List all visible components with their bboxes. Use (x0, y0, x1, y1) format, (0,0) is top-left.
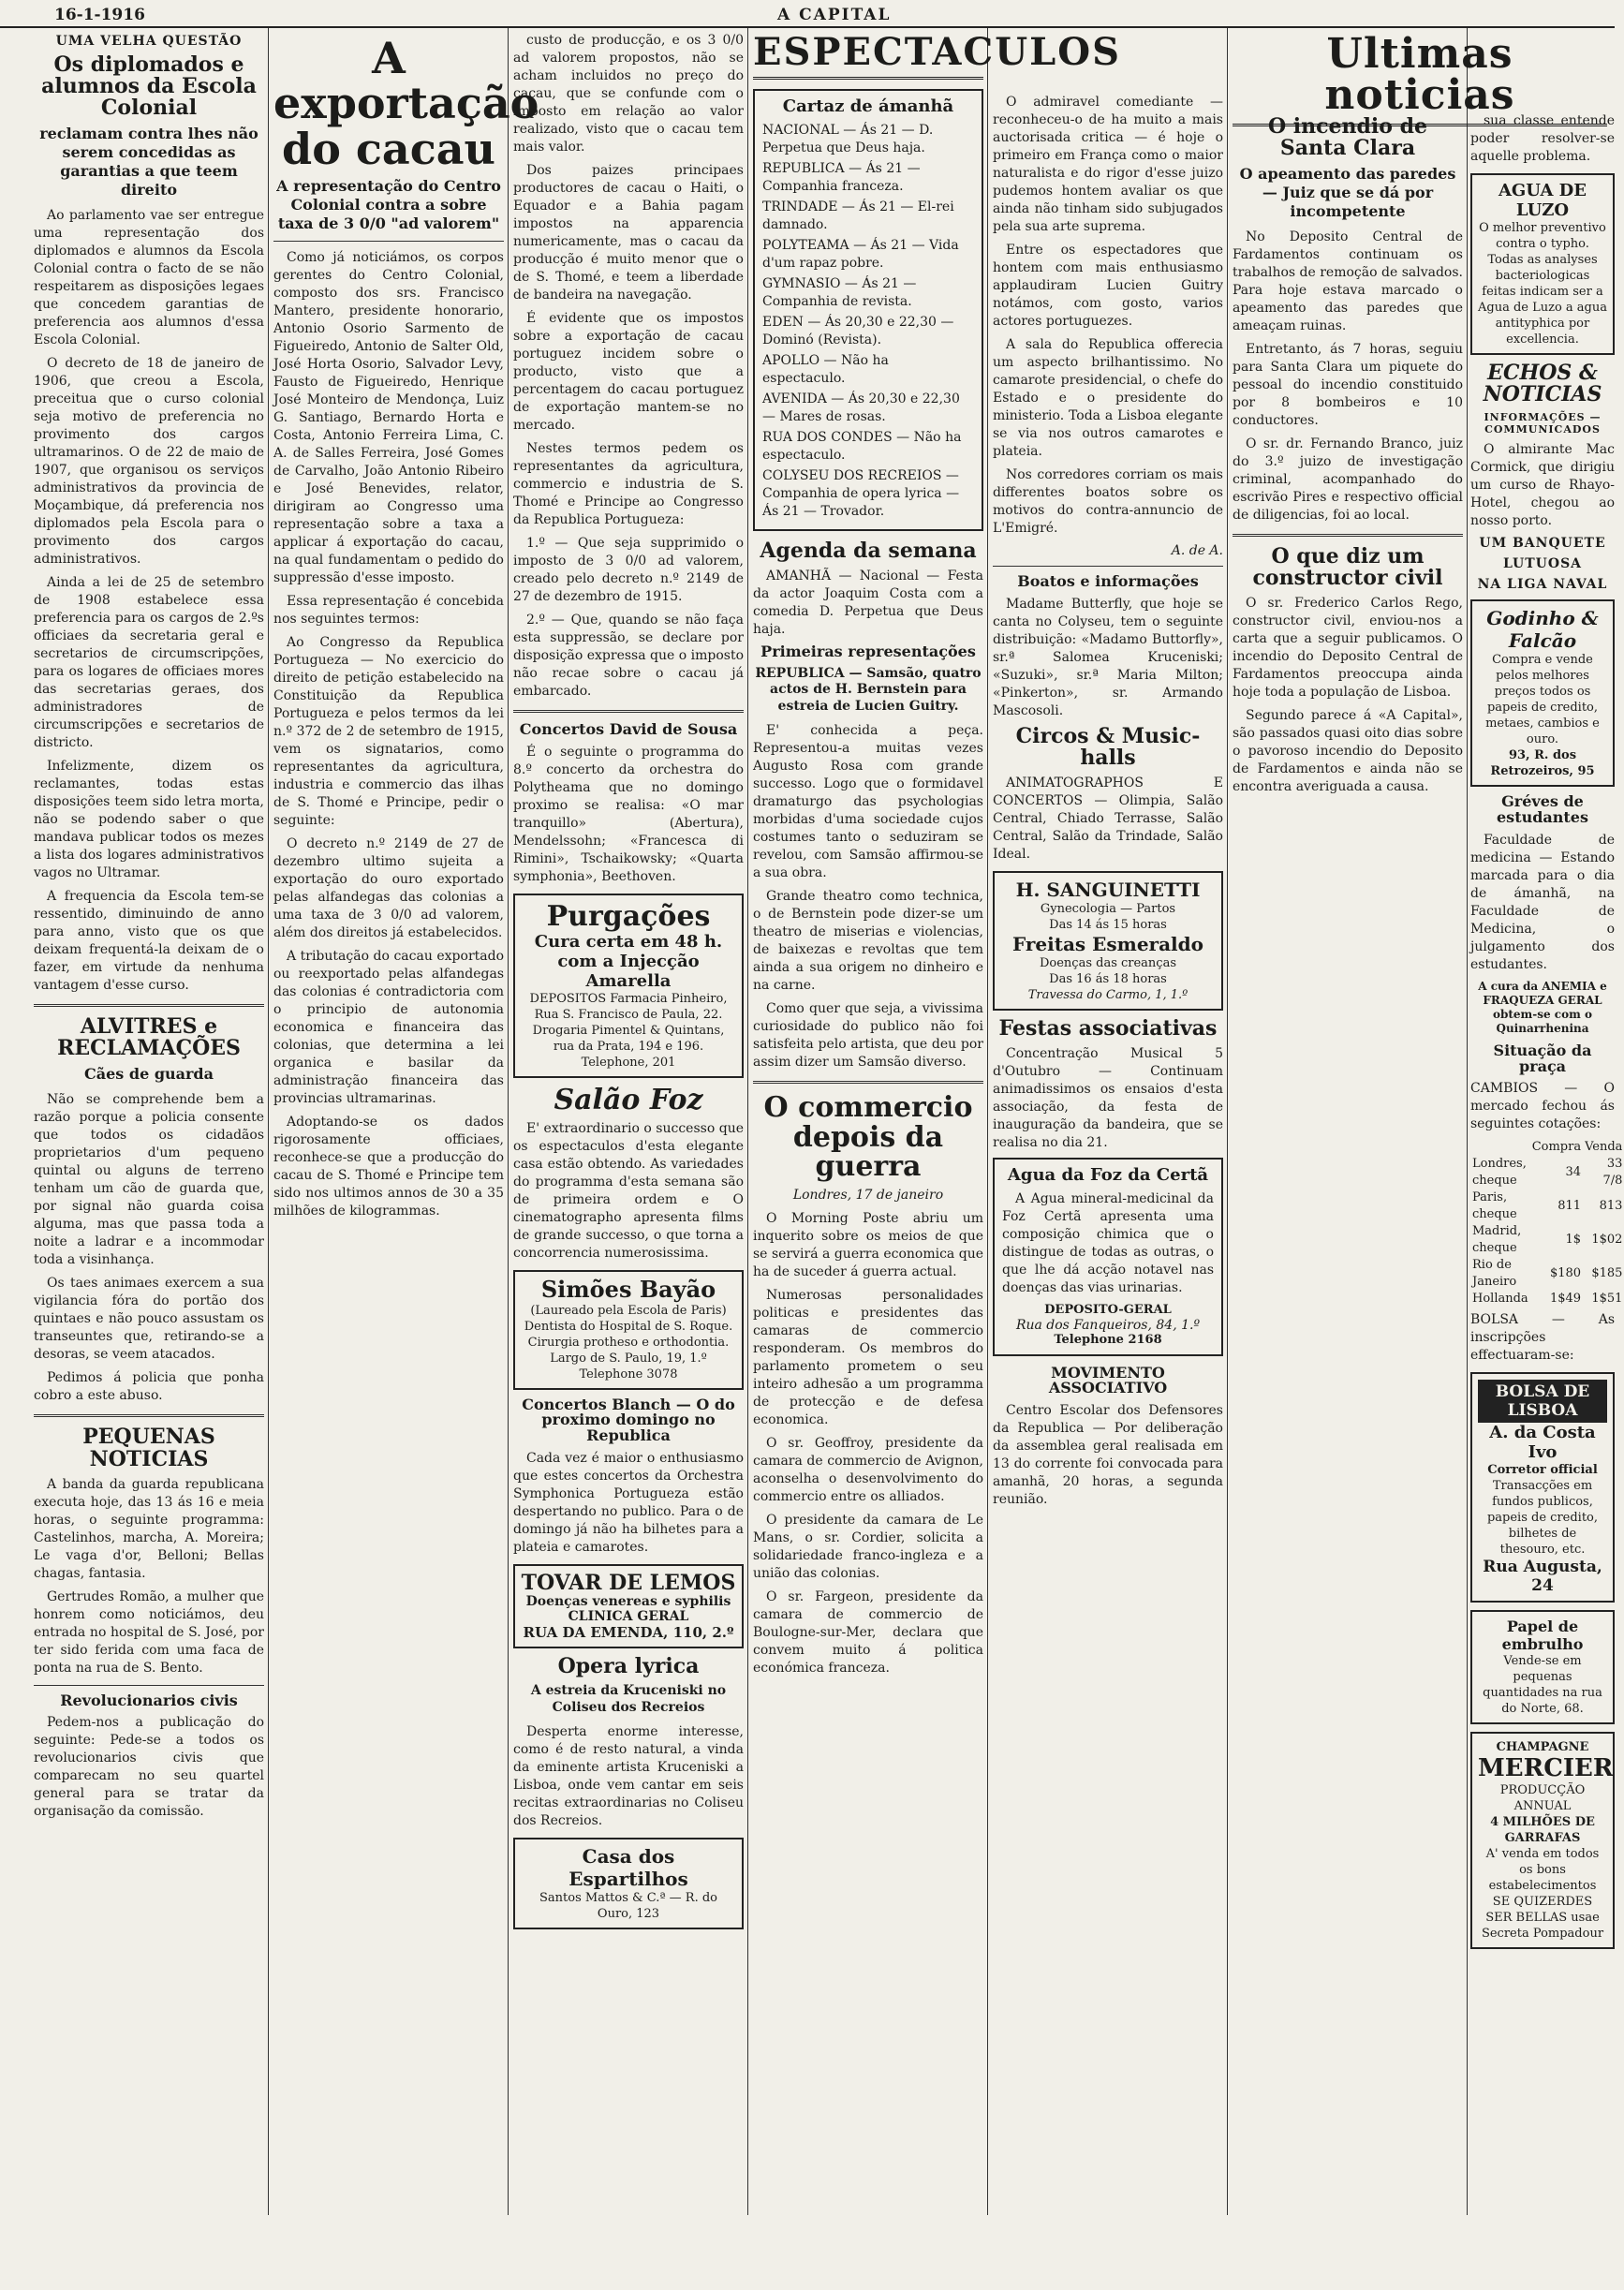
section-rule (273, 241, 504, 242)
ad-line: 93, R. dos Retrozeiros, 95 (1490, 748, 1595, 779)
section-rule (1233, 534, 1463, 537)
agua-address: Rua dos Fanqueiros, 84, 1.º (1015, 1318, 1201, 1334)
concertos-headline: Concertos David de Sousa (519, 720, 738, 738)
echos-subhead: INFORMAÇÕES — COMMUNICADOS (1484, 411, 1602, 436)
article-paragraph: A Agua mineral-medicinal da Foz Certã apresenta uma composição chimica que o distingue de todas as outras, o que lhe dá acção notavel nas doenças das vias urinarias. (1002, 1191, 1214, 1296)
ultimas-masthead: Ultimas noticias (1233, 34, 1607, 126)
bolsa-lisboa-ad (1470, 1372, 1615, 1603)
article-paragraph: Centro Escolar dos Defensores da Republica — Por deliberação da assemblea geral realisada em 13 do corrente foi convocada para amanhã, 20 horas, a segunda reunião. (993, 1403, 1223, 1508)
table-row (1470, 1257, 1624, 1291)
section-rule (513, 710, 744, 713)
ad-title: Papel de embrulho (1501, 1618, 1584, 1654)
table-header-row (1470, 1139, 1624, 1156)
article-paragraph: Ao parlamento vae ser entregue uma representação dos diplomados e alumnos da Escola Colonial contra o facto de se não respeitarem as disposições legaes que concedem garantias de preferencia aos alumnos d'essa Escola Colonial. (34, 208, 264, 348)
article-paragraph: Concentração Musical 5 d'Outubro — Continuam animadissimos os ensaios d'esta associação, da festa de inauguração da bandeira, que se realisa no dia 21. (993, 1046, 1223, 1151)
espectaculos-masthead: ESPECTACULOS (753, 34, 983, 80)
article-paragraph: O sr. dr. Fernando Branco, juiz do 3.º juizo de investigação criminal, acompanhado do escrivão Pires e respectivo official de diligencias, foi ao local. (1233, 436, 1463, 524)
article-paragraph: Essa representação é concebida nos seguintes termos: (273, 593, 504, 627)
primeiras-headline: Primeiras representações (760, 643, 976, 661)
alvitres-subhead: Cães de guarda (84, 1065, 214, 1084)
cambios-label: CAMBIOS — O mercado fechou ás seguintes cotações: (1470, 1081, 1615, 1132)
ad-title: AGUA DE LUZO (1498, 181, 1587, 220)
table-cell: Madrid, cheque (1472, 1224, 1522, 1256)
anemia-notice: A cura da ANEMIA e FRAQUEZA GERAL obtem-se com o Quinarrhenina (1478, 979, 1607, 1035)
revolucionarios-headline: Revolucionarios civis (60, 1691, 238, 1709)
article-paragraph: 1.º — Que seja supprimido o imposto de 3 0/0 ad valorem, creado pelo decreto n.º 2149 de 27 de dezembro de 1915. (513, 536, 744, 604)
article-paragraph: Numerosas personalidades politicas e presidentes das camaras de commercio responderam. Os membros do parlamento prometem o seu inteiro adhesão a um programma de protecção e de defesa economica. (753, 1287, 983, 1427)
ad-phone: Telephone, 201 (581, 1055, 676, 1070)
section-rule (34, 1685, 264, 1686)
ad-line: Transacções em fundos publicos, papeis de credito, bilhetes de thesouro, etc. (1486, 1479, 1599, 1558)
ad-line: RUA DA EMENDA, 110, 2.º (523, 1624, 734, 1642)
table-cell: 1$ (1565, 1233, 1582, 1248)
table-cell: 1$51 (1591, 1292, 1623, 1307)
alvitres-headline: ALVITRES e RECLAMAÇÕES (57, 1014, 241, 1061)
cartaz-box (753, 89, 983, 531)
ad-title: A. da Costa Ivo (1489, 1423, 1596, 1463)
godinho-falcao-ad (1470, 599, 1615, 787)
agua-deposit: DEPOSITO-GERAL (1044, 1303, 1172, 1318)
ad-title: Freitas Esmeraldo (1012, 932, 1203, 955)
ad-title: H. SANGUINETTI (1015, 878, 1201, 901)
ad-line: Largo de S. Paulo, 19, 1.º (550, 1351, 707, 1366)
section-rule (993, 566, 1223, 567)
ad-line: Santos Mattos & C.ª — R. do Ouro, 123 (539, 1891, 717, 1922)
article-signature: A. de A. (1171, 543, 1223, 558)
table-header-cell: Venda (1585, 1140, 1623, 1155)
article-paragraph: O almirante Mac Cormick, que dirigiu um curso de Rhayo-Hotel, chegou ao nosso porto. (1470, 442, 1615, 529)
article-paragraph: O decreto n.º 2149 de 27 de dezembro ultimo sujeita a exportação do ouro exportado pelas alfandegas das colonias a uma taxa de 3 0/0 ad valorem, além dos direitos já estabelecidos. (273, 835, 504, 940)
table-cell: Hollanda (1472, 1292, 1528, 1307)
cartaz-item: RUA DOS CONDES — Não ha espectaculo. (762, 430, 962, 463)
boatos-headline: Boatos e informações (1017, 572, 1199, 590)
agua-phone: Telephone 2168 (1054, 1333, 1162, 1348)
article-kicker: UMA VELHA QUESTÃO (55, 34, 243, 49)
table-row (1470, 1156, 1624, 1189)
article-paragraph: O Morning Poste abriu um inquerito sobre os meios de que se servirá a guerra economica que ha de suceder á guerra actual. (753, 1210, 983, 1279)
column-7 (1470, 112, 1623, 2290)
bolsa-label: BOLSA — As inscripções effectuaram-se: (1470, 1312, 1615, 1364)
pequenas-headline: PEQUENAS NOTICIAS (82, 1425, 215, 1471)
table-cell: Rio de Janeiro (1472, 1258, 1517, 1290)
agua-foz-title: Agua da Foz da Certã (1007, 1165, 1209, 1186)
cartaz-item: NACIONAL — Ás 21 — D. Perpetua que Deus haja. (762, 123, 934, 155)
situacao-headline: Situação da praça (1493, 1041, 1592, 1075)
article-paragraph: Como quer que seja, a vivissima curiosidade do publico não foi satisfeita pelo artista, que deu por assim dizer um Samsão diverso. (753, 1001, 983, 1071)
agua-foz-box (993, 1158, 1223, 1356)
column-6 (1233, 112, 1463, 2290)
primeiras-subhead: REPUBLICA — Samsão, quatro actos de H. Bernstein para estreia de Lucien Guitry. (755, 665, 982, 714)
article-paragraph: Entre os espectadores que hontem com mais enthusiasmo applaudiram Lucien Guitry notámos, com gosto, varios actores portuguezes. (993, 243, 1223, 329)
ad-line: SE QUIZERDES SER BELLAS usae Secreta Pompadour (1481, 1894, 1604, 1941)
commercio-headline: O commercio depois da guerra (763, 1091, 973, 1184)
ad-title: MERCIER (1478, 1754, 1614, 1783)
article-paragraph: A sala do Republica offerecia um aspecto brilhantissimo. No camarote presidencial, o chefe do Estado e o presidente do ministerio. Toda a Lisboa elegante se via nos outros camarotes e plateia. (993, 337, 1223, 459)
table-cell: Londres, cheque (1472, 1157, 1527, 1189)
cambios-table (1470, 1139, 1624, 1308)
incendio-subhead: O apeamento das paredes — Juiz que se dá por incompetente (1239, 165, 1456, 221)
ad-line: Gynecologia — Partos (1040, 901, 1176, 916)
ad-title: Simões Bayão (540, 1276, 716, 1304)
article-paragraph: Grande theatro como technica, o de Bernstein pode dizer-se um theatro de miserias e violencias, de baixezas e revoltas que tem ainda a sua origem no dinheiro e na carne. (753, 889, 983, 994)
ad-phone: Telephone 3078 (579, 1367, 678, 1381)
article-paragraph: Faculdade de medicina — Estando marcada para o dia de ámanhã, na Faculdade de Medicina, o julgamento dos estudantes. (1470, 832, 1615, 972)
table-header-cell (1470, 1139, 1530, 1156)
article-paragraph: No Deposito Central de Fardamentos continuam os trabalhos de remoção de salvados. Para hoje estava marcado o apeamento das paredes que ameaçam ruinas. (1233, 229, 1463, 334)
article-paragraph: Desperta enorme interesse, como é de resto natural, a vinda da eminente artista Kruceniski a Lisboa, onde vem cantar em seis recitas extraordinarias no Coliseu dos Recreios. (513, 1724, 744, 1829)
article-paragraph: Pedem-nos a publicação do seguinte: Pede-se a todos os revolucionarios civis que comparecam no seu quartel general para se tratar da organisação da comissão. (34, 1715, 264, 1820)
article-paragraph: É o seguinte o programma do 8.º concerto da orchestra do Polytheama que no domingo proximo se realisa: «O mar tranquillo» (Abertura), Mendelssohn; «Francesca di Rimini», Tschaikowsky; «Quarta symphonia», Beethoven. (513, 744, 744, 884)
banquete-headline: UM BANQUETE (1479, 536, 1606, 552)
table-cell: $180 (1549, 1266, 1582, 1281)
article-paragraph: Madame Butterfly, que hoje se canta no Colyseu, tem o seguinte distribuição: «Madamo Buttorfly», sr.ª Salomea Kruceniski; «Suzuki», sr.ª Maria Milton; «Pinkerton», sr. Armando Mascosoli. (993, 596, 1223, 718)
ad-line: Rua Augusta, 24 (1483, 1558, 1602, 1596)
article-paragraph: O sr. Fargeon, presidente da camara de commercio de Boulogne-sur-Mer, declara que convem muito á politica económica franceza. (753, 1588, 983, 1676)
ad-line: Corretor official (1487, 1463, 1598, 1478)
ad-line: 4 MILHÕES DE GARRAFAS (1490, 1814, 1595, 1845)
echos-headline: ECHOS & NOTICIAS (1483, 361, 1602, 407)
purgacoes-ad (513, 894, 744, 1078)
incendio-headline: O incendio de Santa Clara (1267, 114, 1428, 161)
article-paragraph: custo de producção, e os 3 0/0 ad valorem propostos, não se acham incluidos no preço do cacau, que se confunde com o imposto em relação ao valor realizado, visto que o cacau tem mais valor. (513, 33, 744, 155)
cacau-headline: A exportação do cacau (273, 33, 539, 174)
column-rule (747, 28, 748, 2215)
article-paragraph: Infelizmente, dizem os reclamantes, todas estas disposições teem sido letra morta, não se podendo saber o que mandava publicar todos os mezes a lista dos logares administrativos vagos no Ultramar. (34, 759, 264, 881)
article-paragraph: Gertrudes Romão, a mulher que honrem como noticiámos, deu entrada no hospital de S. José, por ter sido ferida com uma faca de ponta na rua de S. Bento. (34, 1588, 264, 1676)
article-paragraph: Cada vez é maior o enthusiasmo que estes concertos da Orchestra Symphonica Portugueza estão despertando no publico. Para o de domingo já não ha bilhetes para a plateia e camarotes. (513, 1451, 744, 1556)
column-rule (1227, 28, 1228, 2215)
lutuosa-headline: LUTUOSA (1502, 556, 1583, 572)
article-paragraph: Os taes animaes exercem a sua vigilancia fóra do portão dos quintaes e não pouco assustam os transeuntes que, retirando-se a desoras, se veem atacados. (34, 1276, 264, 1363)
article-paragraph: Segundo parece á «A Capital», são passados quasi oito dias sobre o pavoroso incendio do Deposito de Fardamentos e ainda não se encontra averiguada a causa. (1233, 708, 1463, 795)
ad-line: O melhor preventivo contra o typho. Todas as analyses bacteriologicas feitas indicam ser a Agua de Luzo a agua antityphica por excellencia. (1478, 221, 1608, 347)
table-cell: $185 (1591, 1266, 1623, 1281)
head-rule (0, 26, 1615, 28)
ad-line: Das 14 ás 15 horas (1049, 917, 1167, 932)
sanguinetti-ad (993, 871, 1223, 1011)
article-paragraph: Dos paizes principaes productores de cacau o Haiti, o Equador e a Bahia pagam impostos na apparencia numericamente, mas o cacau da producção é muito menor que o de S. Thomé, e teem a liberdade de bandeira na navegação. (513, 163, 744, 303)
cartaz-item: GYMNASIO — Ás 21 — Companhia de revista. (762, 276, 917, 309)
ad-line: CLINICA GERAL (568, 1609, 689, 1625)
article-paragraph: 2.º — Que, quando se não faça esta suppressão, se declare por disposição expressa que o imposto não recae sobre o cacau já embarcado. (513, 613, 745, 699)
ad-title: Godinho & Falcão (1486, 607, 1599, 653)
papel-embrulho-ad (1470, 1610, 1615, 1724)
table-cell: 33 7/8 (1602, 1157, 1623, 1189)
article-paragraph: ANIMATOGRAPHOS E CONCERTOS — Olimpia, Salão Central, Chiado Terrasse, Salão Central, Salão da Trindade, Salão Ideal. (993, 775, 1223, 862)
cartaz-item: POLYTEAMA — Ás 21 — Vida d'um rapaz pobre. (762, 238, 959, 271)
ad-line: Doenças das creanças (1039, 955, 1177, 970)
ad-line: (Laureado pela Escola de Paris) Dentista do Hospital de S. Roque. Cirurgia protheso e orthodontia. (524, 1303, 733, 1350)
constructor-headline: O que diz um constructor civil (1252, 544, 1443, 591)
article-paragraph: O sr. Frederico Carlos Rego, constructor civil, enviou-nos a carta que a seguir publicamos. O incendio do Deposito Central de Fardamentos preoccupa ainda hoje toda a população de Lisboa. (1233, 596, 1463, 701)
article-paragraph: Nestes termos pedem os representantes da agricultura, commercio e industria de S. Thomé e Principe ao Congresso da Republica Portugueza: (513, 441, 744, 527)
ad-line: Cura certa em 48 h. com a Injecção Amarella (534, 931, 723, 991)
article-paragraph: Como já noticiámos, os corpos gerentes do Centro Colonial, composto dos srs. Francisco Mantero, presidente honorario, Antonio Osorio Sarmento de Figueiredo, Antonio de Salter Old, José Horta Osorio, Salvador Levy, Fausto de Figueiredo, Henrique José Monteiro de Mendonça, Luiz G. Santiago, Bernardo Horta e Costa, Antonio Ferreira Lima, C. A. de Salles Ferreira, José Gomes de Carvalho, João Antonio Ribeiro e José Benevides, relator, dirigiram ao Congresso uma representação sobre a taxa a applicar á exportação do cacau, na qual fundamentam o pedido do suppressão d'esse imposto. (273, 249, 504, 585)
ad-line: Travessa do Carmo, 1, 1.º (1027, 987, 1188, 1002)
column-rule (987, 28, 988, 2215)
article-paragraph: Entretanto, ás 7 horas, seguiu para Santa Clara um piquete do pessoal do incendio constituido por 8 bombeiros e 10 conductores. (1233, 342, 1463, 429)
article-paragraph: O sr. Geoffroy, presidente da camara de commercio de Avignon, aconselha o desenvolvimento do commercio entre os alliados. (753, 1435, 983, 1504)
article-headline: Os diplomados e alumnos da Escola Colonial (41, 52, 257, 121)
cartaz-item: REPUBLICA — Ás 21 — Companhia franceza. (762, 161, 921, 194)
article-paragraph: O admiravel comediante — reconheceu-o de ha muito a mais auctorisada critica — é hoje o primeiro em França como o maior naturalista e do rigor d'esse juizo pudemos hontem avaliar os que ainda não tinham sido subjugados pela sua arte suprema. (993, 95, 1223, 234)
table-cell: 34 (1565, 1165, 1582, 1180)
column-5 (993, 94, 1223, 2271)
article-paragraph: É evidente que os impostos sobre a exportação de cacau portuguez incidem sobre o producto, visto que a percentagem do cacau portuguez de exportação mantem-se no mercado. (513, 311, 744, 433)
table-row (1470, 1223, 1624, 1257)
cartaz-item: APOLLO — Não ha espectaculo. (762, 353, 889, 386)
table-row (1470, 1189, 1624, 1223)
column-rule (1467, 28, 1468, 2215)
article-paragraph: E' conhecida a peça. Representou-a muitas vezes Augusto Rosa com grande successo. Logo que o formidavel dramaturgo das psychologias morbidas d'uma sociedade cujos costumes tanto o seduziram se revelou, com Samsão affirmou-se a sua obra. (753, 723, 983, 881)
cartaz-title: Cartaz de ámanhã (782, 96, 954, 116)
agenda-headline: Agenda da semana (760, 539, 977, 563)
cartaz-item: TRINDADE — Ás 21 — El-rei damnado. (762, 199, 954, 232)
opera-subhead: A estreia da Kruceniski no Coliseu dos Recreios (530, 1683, 727, 1715)
table-cell: 811 (1558, 1199, 1582, 1214)
table-cell: Paris, cheque (1472, 1190, 1517, 1222)
article-paragraph: Adoptando-se os dados rigorosamente officiaes, reconhece-se que a producção do cacau de S. Thomé e Principe tem sido nos ultimos annos de 30 a 35 milhões de kilogrammas. (273, 1114, 504, 1219)
espartilhos-ad (513, 1838, 744, 1929)
paper-name: A CAPITAL (777, 6, 892, 24)
greves-headline: Gréves de estudantes (1497, 792, 1588, 826)
tovar-lemos-ad (513, 1564, 744, 1648)
cartaz-item: COLYSEU DOS RECREIOS — Companhia de opera lyrica — Ás 21 — Trovador. (762, 468, 960, 519)
liga-naval-headline: NA LIGA NAVAL (1477, 577, 1608, 593)
issue-date: 16-1-1916 (54, 6, 145, 24)
article-paragraph: O decreto de 18 de janeiro de 1906, que creou a Escola, preceitua que o curso colonial seja motivo de preferencia no provimento dos cargos ultramarinos. O de 22 de maio de 1907, que organisou os serviços administrativos da provincia de Moçambique, dá preferencia nos diplomados pela Escola para o provimento dos cargos administrativos. (34, 356, 264, 568)
ad-title: Casa dos Espartilhos (568, 1845, 688, 1891)
ad-title: TOVAR DE LEMOS (521, 1571, 736, 1596)
article-paragraph: A frequencia da Escola tem-se ressentido, diminuindo de anno para anno, visto que os que deixam frequentá-la deixam de o fazer, em virtude da nenhuma vantagem d'esse curso. (34, 889, 264, 994)
champagne-ad (1470, 1732, 1615, 1949)
movimento-headline: MOVIMENTO ASSOCIATIVO (1048, 1363, 1168, 1397)
article-paragraph: Ainda a lei de 25 de setembro de 1908 estabelece essa preferencia para os cargos de 2.ºs officiaes da secretaria geral e secretarios de circumscripções, para os logares de officiaes mores das secretarias geraes, dos administradores de circumscripções e secretarios de districto. (34, 575, 264, 751)
table-row (1470, 1291, 1624, 1308)
dateline: Londres, 17 de janeiro (792, 1187, 944, 1203)
ad-line: Doenças venereas e syphilis (525, 1594, 731, 1610)
article-paragraph: E' extraordinario o successo que os espectaculos d'esta elegante casa estão obtendo. As variedades do programma d'esta semana são de primeira ordem e O cinematographo apresenta films de grande successo, o que torna a concorrencia numerosissima. (513, 1121, 744, 1262)
article-paragraph: AMANHÃ — Nacional — Festa da actor Joaquim Costa com a comedia D. Perpetua que Deus haja. (753, 569, 983, 638)
article-paragraph: Ao Congresso da Republica Portugueza — No exercicio do direito de petição estabelecido na Constituição da Republica Portugueza e pelos termos da lei n.º 372 de 2 de setembro de 1915, vem os signatarios, como representantes da agricultura, industria e commercio das ilhas de S. Thomé e Principe, pedir o seguinte: (273, 634, 504, 828)
article-paragraph: sua classe entende poder resolver-se aquelle problema. (1470, 113, 1615, 164)
table-header-cell: Compra (1531, 1140, 1582, 1155)
salao-foz-headline: Salão Foz (554, 1083, 703, 1116)
article-subhead: reclamam contra lhes não serem concedidas as garantias a que teem direito (39, 125, 258, 199)
article-paragraph: Não se comprehende bem a razão porque a policia consente que todos os cidadãos proprietarios d'um pequeno quintal ou alguns de terreno tenham um cão de guarda que, por signal não guarda coisa alguma, mas que passa toda a noite a ladrar e a incommodar toda a visinhança. (34, 1092, 264, 1268)
article-paragraph: Pedimos á policia que ponha cobro a este abuso. (34, 1370, 264, 1404)
ad-line: Vende-se em pequenas quantidades na rua do Norte, 68. (1483, 1654, 1602, 1717)
agua-luzo-ad (1470, 173, 1615, 355)
opera-headline: Opera lyrica (557, 1654, 700, 1679)
blanch-headline: Concertos Blanch — O do proximo domingo no Republica (522, 1395, 735, 1445)
article-paragraph: O presidente da camara de Le Mans, o sr. Cordier, solicita a solidariedade franco-ingleza e a união das colonias. (753, 1512, 983, 1581)
column-1 (34, 32, 264, 2209)
article-paragraph: Nos corredores corriam os mais differentes boatos sobre os motivos do contra-annuncio de L'Emigré. (993, 467, 1223, 536)
column-3 (513, 32, 744, 2209)
table-cell: 1$49 (1549, 1292, 1582, 1307)
cacau-subhead: A representação do Centro Colonial contra a sobre taxa de 3 0/0 "ad valorem" (276, 176, 501, 232)
ad-title: Purgações (546, 899, 711, 933)
column-2 (273, 32, 539, 2209)
section-rule (753, 1081, 983, 1084)
table-cell: 1$02 (1591, 1233, 1623, 1248)
section-rule (34, 1004, 264, 1007)
festas-headline: Festas associativas (998, 1015, 1218, 1041)
column-rule (508, 28, 509, 2215)
article-paragraph: A tributação do cacau exportado ou reexportado pelas alfandegas das colonias é contradictoria com o principio de autonomia economica e financeira das colonias, que determina a lei organica e basilar da administração financeira das provincias ultramarinas. (273, 948, 504, 1106)
cartaz-item: EDEN — Ás 20,30 e 22,30 — Dominó (Revista). (762, 315, 954, 347)
ad-line: CHAMPAGNE (1496, 1740, 1589, 1755)
ad-line: DEPOSITOS Farmacia Pinheiro, Rua S. Francisco de Paula, 22. Drogaria Pimentel & Quintans, rua da Prata, 194 e 196. (529, 991, 728, 1054)
ad-title: BOLSA DE LISBOA (1478, 1380, 1607, 1423)
simoes-bayao-ad (513, 1270, 744, 1389)
ad-line: Compra e vende pelos melhores preços todos os papeis de credito, metaes, cambios e ouro. (1485, 653, 1600, 747)
table-cell: 813 (1599, 1199, 1623, 1214)
column-rule (268, 28, 269, 2215)
circos-headline: Circos & Music-halls (1015, 723, 1201, 770)
article-paragraph: A banda da guarda republicana executa hoje, das 13 ás 16 e meia horas, o seguinte programma: Castelinhos, marcha, A. Moreira; Le vaga d'or, Belloni; Bellas chagas, fantasia. (34, 1476, 264, 1581)
ad-line: PRODUCÇÃO ANNUAL (1499, 1782, 1586, 1813)
ad-line: A' venda em todos os bons estabelecimentos (1485, 1846, 1600, 1893)
cartaz-item: AVENIDA — Ás 20,30 e 22,30 — Mares de rosas. (762, 392, 960, 424)
section-rule (34, 1414, 264, 1417)
ad-line: Das 16 ás 18 horas (1049, 971, 1167, 986)
